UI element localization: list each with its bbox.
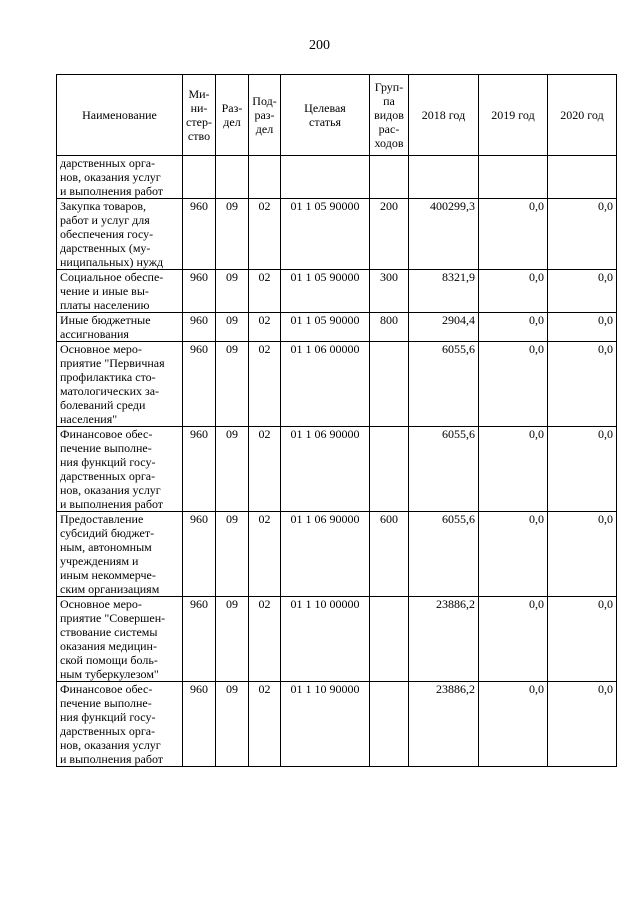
- cell-ministry: [183, 156, 216, 199]
- cell-section: [216, 156, 249, 199]
- cell-2020: [548, 156, 617, 199]
- cell-2018: 6055,6: [409, 512, 479, 597]
- cell-section: 09: [216, 512, 249, 597]
- cell-name: Финансовое обес- печение выполне- ния функций госу- дарственных орга- нов, оказания услуг и выполнения работ: [57, 682, 183, 767]
- header-expense-group: Груп- па видов рас- ходов: [370, 75, 409, 156]
- cell-expense-group: 300: [370, 270, 409, 313]
- cell-section: 09: [216, 199, 249, 270]
- cell-section: 09: [216, 597, 249, 682]
- table-row: [57, 199, 617, 270]
- cell-2020: 0,0: [548, 682, 617, 767]
- table-row: [57, 597, 617, 682]
- cell-subsection: [249, 156, 281, 199]
- cell-target: 01 1 10 90000: [281, 682, 370, 767]
- cell-expense-group: 800: [370, 313, 409, 342]
- cell-2019: 0,0: [479, 427, 548, 512]
- cell-ministry: 960: [183, 342, 216, 427]
- cell-expense-group: [370, 682, 409, 767]
- cell-ministry: 960: [183, 313, 216, 342]
- cell-expense-group: 200: [370, 199, 409, 270]
- cell-ministry: 960: [183, 597, 216, 682]
- header-name: Наименование: [57, 75, 183, 156]
- cell-target: [281, 156, 370, 199]
- cell-name: Социальное обеспе- чение и иные вы- платы населению: [57, 270, 183, 313]
- cell-ministry: 960: [183, 270, 216, 313]
- table-header: [57, 75, 617, 156]
- cell-2018: 8321,9: [409, 270, 479, 313]
- cell-subsection: 02: [249, 270, 281, 313]
- cell-target: 01 1 06 90000: [281, 427, 370, 512]
- cell-section: 09: [216, 313, 249, 342]
- cell-target: 01 1 05 90000: [281, 199, 370, 270]
- cell-ministry: 960: [183, 682, 216, 767]
- cell-subsection: 02: [249, 427, 281, 512]
- cell-subsection: 02: [249, 342, 281, 427]
- page-number: 200: [309, 38, 330, 53]
- cell-2018: 2904,4: [409, 313, 479, 342]
- cell-section: 09: [216, 270, 249, 313]
- cell-expense-group: 600: [370, 512, 409, 597]
- cell-target: 01 1 06 90000: [281, 512, 370, 597]
- cell-target: 01 1 05 90000: [281, 313, 370, 342]
- cell-2018: 23886,2: [409, 597, 479, 682]
- cell-subsection: 02: [249, 199, 281, 270]
- cell-2020: 0,0: [548, 199, 617, 270]
- cell-2018: 6055,6: [409, 427, 479, 512]
- cell-ministry: 960: [183, 427, 216, 512]
- cell-section: 09: [216, 682, 249, 767]
- cell-expense-group: [370, 156, 409, 199]
- header-2019: 2019 год: [479, 75, 548, 156]
- header-section: Раз- дел: [216, 75, 249, 156]
- cell-ministry: 960: [183, 512, 216, 597]
- cell-2019: 0,0: [479, 512, 548, 597]
- cell-section: 09: [216, 342, 249, 427]
- cell-name: Основное меро- приятие "Совершен- ствование системы оказания медицин- ской помощи боль- ным туберкулезом": [57, 597, 183, 682]
- cell-2019: 0,0: [479, 313, 548, 342]
- cell-target: 01 1 06 00000: [281, 342, 370, 427]
- cell-2020: 0,0: [548, 427, 617, 512]
- header-2020: 2020 год: [548, 75, 617, 156]
- cell-name: дарственных орга- нов, оказания услуг и выполнения работ: [57, 156, 183, 199]
- table-body: [57, 156, 617, 767]
- cell-subsection: 02: [249, 597, 281, 682]
- cell-name: Основное меро- приятие "Первичная профилактика сто- матологических за- болеваний среди населения": [57, 342, 183, 427]
- header-target: Целевая статья: [281, 75, 370, 156]
- cell-subsection: 02: [249, 682, 281, 767]
- cell-2019: 0,0: [479, 342, 548, 427]
- table-row: [57, 342, 617, 427]
- cell-name: Закупка товаров, работ и услуг для обеспечения госу- дарственных (му- ниципальных) нужд: [57, 199, 183, 270]
- cell-2020: 0,0: [548, 342, 617, 427]
- cell-2020: 0,0: [548, 313, 617, 342]
- cell-target: 01 1 10 00000: [281, 597, 370, 682]
- table-row: [57, 427, 617, 512]
- header-2018: 2018 год: [409, 75, 479, 156]
- header-ministry: Ми- ни- стер- ство: [183, 75, 216, 156]
- cell-name: Иные бюджетные ассигнования: [57, 313, 183, 342]
- cell-2020: 0,0: [548, 512, 617, 597]
- cell-ministry: 960: [183, 199, 216, 270]
- cell-2018: [409, 156, 479, 199]
- cell-2019: 0,0: [479, 597, 548, 682]
- cell-expense-group: [370, 597, 409, 682]
- cell-2020: 0,0: [548, 597, 617, 682]
- cell-2019: 0,0: [479, 199, 548, 270]
- cell-name: Финансовое обес- печение выполне- ния функций госу- дарственных орга- нов, оказания услуг и выполнения работ: [57, 427, 183, 512]
- table-row: [57, 682, 617, 767]
- cell-section: 09: [216, 427, 249, 512]
- cell-2019: [479, 156, 548, 199]
- cell-subsection: 02: [249, 512, 281, 597]
- cell-expense-group: [370, 342, 409, 427]
- table-row: [57, 270, 617, 313]
- table-row: [57, 512, 617, 597]
- table-row: [57, 313, 617, 342]
- cell-2019: 0,0: [479, 682, 548, 767]
- cell-2019: 0,0: [479, 270, 548, 313]
- table-row: [57, 156, 617, 199]
- cell-name: Предоставление субсидий бюджет- ным, автономным учреждениям и иным некоммерче- ским организациям: [57, 512, 183, 597]
- cell-target: 01 1 05 90000: [281, 270, 370, 313]
- cell-subsection: 02: [249, 313, 281, 342]
- cell-2018: 23886,2: [409, 682, 479, 767]
- cell-expense-group: [370, 427, 409, 512]
- header-subsection: Под- раз- дел: [249, 75, 281, 156]
- cell-2020: 0,0: [548, 270, 617, 313]
- cell-2018: 6055,6: [409, 342, 479, 427]
- budget-table: [56, 74, 617, 767]
- cell-2018: 400299,3: [409, 199, 479, 270]
